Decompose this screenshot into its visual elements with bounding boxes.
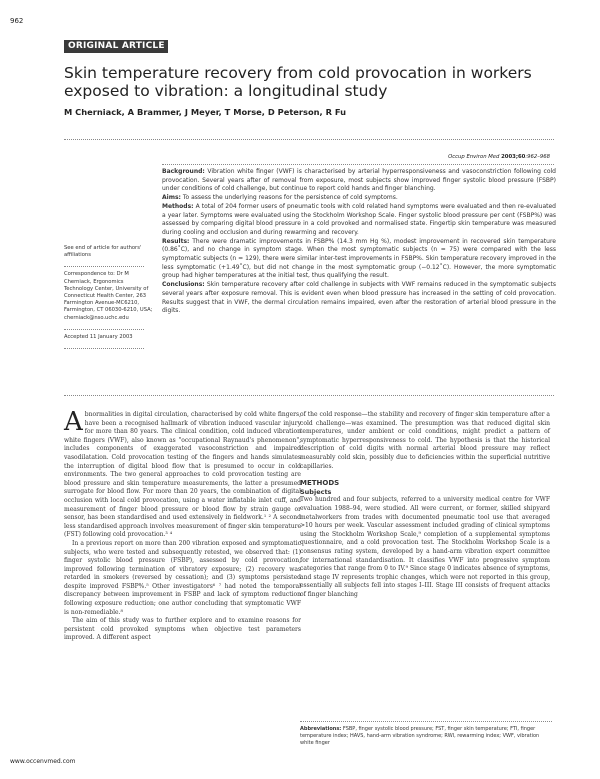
subjects-heading: Subjects — [300, 487, 332, 496]
methods-heading: METHODS — [300, 479, 340, 488]
abstract-background-label: Background: — [162, 168, 205, 175]
article-sidebar — [64, 245, 154, 349]
citation-journal: Occup Environ Med — [448, 154, 500, 160]
header-divider — [64, 139, 554, 140]
citation-year-volume: 2003;60 — [501, 154, 526, 160]
abbreviations-divider — [300, 721, 552, 722]
affiliations-note: See end of article for authors' affiliations — [64, 245, 142, 259]
correspondence: Correspondence to: Dr M Cherniack, Ergonomics Technology Center, University of Connecticut Health Center, 263 Farmington Avenue-MC6210, Farmington, CT 06030-6210, USA; cherniack@nso.uchc.edu — [64, 271, 153, 321]
body-column-left — [64, 407, 301, 643]
intro-paragraph-3: The aim of this study was to further explore and to examine reasons for persistent cold provoked symptoms when objective test parameters improved. A different aspect — [64, 617, 301, 642]
intro-paragraph-1: bnormalities in digital circulation, characterised by cold white fingers, have been a recognised hallmark of vibration induced vascular injury for more than 80 years. The clinical condition, cold induced vibration white fingers (VWF), also known as "occupational Raynaud's phenomenon", includes components of exaggerated vasoconstriction and impaired vasodilatation. Cold provocation testing of the fingers and hands simulates the interruption of digital blood flow that is presumed to occur in cold environments. The two general approaches to cold provocation testing are blood pressure and skin temperature measurements, the latter a presumed surrogate for blood flow. For more than 20 years, the combination of digital occlusion with local cold provocation, using a water inflatable inlet cuff, and measurement of finger blood pressure or blood flow by strain gauge or sensor, has been standardised and used extensively in fieldwork.¹ ² A second less standardised approach involves measurement of finger skin temperature (FST) following cold provocation.³ ⁴ — [64, 411, 301, 539]
sidebar-divider — [64, 266, 144, 267]
abstract-results-label: Results: — [162, 237, 190, 245]
abstract-conclusions-label: Conclusions: — [162, 281, 205, 289]
sidebar-divider — [64, 348, 144, 349]
subjects-paragraph: Two hundred and four subjects, referred to a university medical centre for VWF evaluation 1988–94, were studied. All were current, or former, skilled shipyard metalworkers from trades with documented pneumatic tool use that averaged >10 hours per week. Vascular assessment included grading of clinical symptoms using the Stockholm Workshop Scale,⁹ completion of a supplemental symptoms questionnaire, and a cold provocation test. The Stockholm Workshop Scale is a consensus rating system, developed by a hand-arm vibration expert committee for international standardisation. It classifies VWF into progressive symptom categories that range from 0 to IV.⁹ Since stage 0 indicates absence of symptoms, and stage IV represents trophic changes, which were not reported in this group, essentially all subjects fell into stages I–III. Stage III consists of frequent attacks of finger blanching — [300, 496, 550, 598]
author-list: M Cherniack, A Brammer, J Meyer, T Morse, D Peterson, R Fu — [64, 107, 347, 117]
abstract-top-divider — [162, 164, 554, 165]
journal-citation — [448, 154, 550, 160]
abstract-aims-label: Aims: — [162, 194, 181, 202]
abstract-conclusions: Skin temperature recovery after cold challenge in subjects with VWF remains reduced in the symptomatic subjects several years after exposure removal. This is evident even when blood pressure has increased in the setting of cold provocation. Results suggest that in VWF, the dermal circulation remains impaired, even after the restoration of arterial blood pressure in the digits. — [162, 281, 556, 315]
drop-cap: A — [64, 407, 83, 437]
citation-pages: :962–968 — [525, 154, 550, 160]
abstract — [162, 168, 556, 316]
footer-url[interactable]: www.occenvmed.com — [10, 758, 76, 765]
abstract-results: There were dramatic improvements in FSBP% (14.3 mm Hg %), modest improvement in recovered skin temperature (0.86˚C), and no change in symptom stage. When the most symptomatic subjects (n = 75) were compared with the less symptomatic subjects (n = 129), there were similar inter-test improvements in FSBP%. Skin temperature recovery improved in the less symptomatic (+1.49˚C), but did not change in the most symptomatic group (−0.12˚C). However, the more symptomatic group had higher temperatures at the initial test, thus qualifying the result. — [162, 237, 556, 280]
accepted-date: Accepted 11 January 2003 — [64, 333, 133, 340]
section-label: ORIGINAL ARTICLE — [64, 40, 168, 53]
abstract-bottom-divider — [64, 395, 554, 396]
abstract-background: Vibration white finger (VWF) is characterised by arterial hyperresponsiveness and vasoconstriction following cold provocation. Several years after of removal from exposure, most subjects show improved finger systolic blood pressure (FSBP) under conditions of cold challenge, but continue to report cold hands and finger blanching. — [162, 168, 556, 193]
abstract-methods-label: Methods: — [162, 202, 194, 210]
intro-paragraph-2: In a previous report on more than 200 vibration exposed and symptomatic subjects, who were tested and subsequently retested, we observed that: (1) finger systolic blood pressure (FSBP), assessed by cold provocation, improved following termination of vibratory exposure; (2) recovery was retarded in smokers (reversed by cessation); and (3) symptoms persisted despite improved FSBP%.⁵ Other investigators⁶ ⁷ had noted the temporal discrepancy between improvement in FSBP and lack of symptom reduction following exposure reduction; one author concluding that symptomatic VWF is non-remediable.⁸ — [64, 539, 301, 616]
article-title: Skin temperature recovery from cold provocation in workers exposed to vibration: a longitudinal study — [64, 64, 532, 100]
abbreviations-label: Abbreviations: — [300, 726, 342, 732]
page-number: 962 — [10, 17, 24, 25]
abbreviations-text: FSBP, finger systolic blood pressure; FST, finger skin temperature; FTI, finger temperature index; HAVS, hand-arm vibration syndrome; RWI, rewarming index; VWF, vibration white finger — [300, 726, 540, 746]
sidebar-divider — [64, 329, 144, 330]
intro-paragraph-4: of the cold response—the stability and recovery of finger skin temperature after a cold challenge—was examined. The presumption was that reduced digital skin temperatures, under ambient or cold conditions, might predict a pattern of symptomatic hyperresponsiveness to cold. The hypothesis is that the historical description of cold digits with normal arterial blood pressure may reflect measurably cold skin, possibly due to deficiencies within the superficial nutritive capillaries. — [300, 411, 550, 470]
abstract-aims: To assess the underlying reasons for the persistence of cold symptoms. — [182, 194, 398, 202]
body-column-right — [300, 411, 550, 599]
abstract-methods: A total of 204 former users of pneumatic tools with cold related hand symptoms were evaluated and then re-evaluated a year later. Symptoms were evaluated using the Stockholm Workshop Scale. Finger systolic blood pressure per cent (FSBP%) was assessed by comparing digital blood pressure in a cold provoked and normalised state. Fingertip skin temperature was measured during cooling and occlusion and during rewarming and recovery. — [162, 202, 556, 236]
abbreviations — [300, 726, 552, 747]
